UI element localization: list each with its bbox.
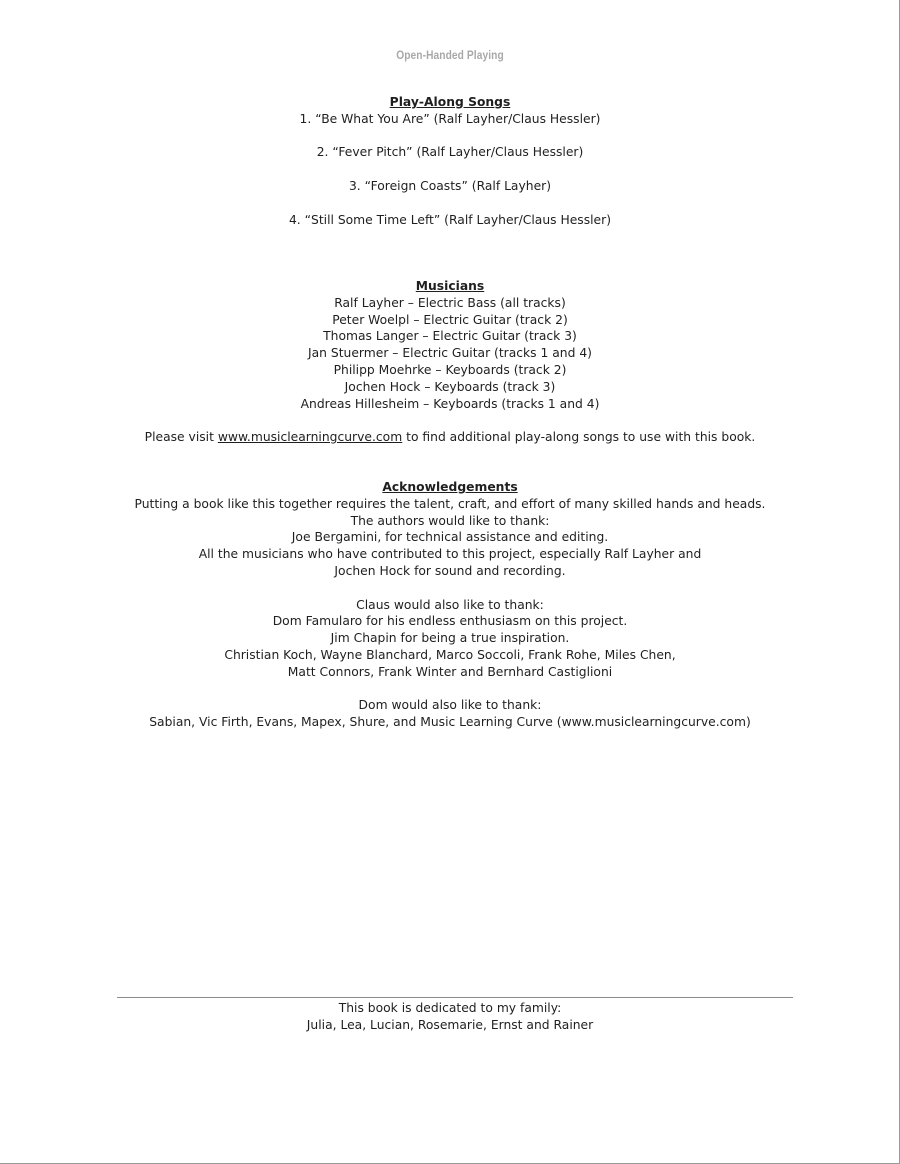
musician-item: Thomas Langer – Electric Guitar (track 3) (323, 328, 577, 344)
ack-line: The authors would like to thank: (350, 512, 550, 528)
ack-line: Putting a book like this together requires the talent, craft, and effort of many skilled hands and heads. (134, 495, 766, 511)
running-header: Open-Handed Playing (396, 48, 504, 62)
dedication-line: This book is dedicated to my family: (338, 1000, 562, 1015)
musician-item: Ralf Layher – Electric Bass (all tracks) (334, 294, 566, 310)
song-item: 2. “Fever Pitch” (Ralf Layher/Claus Hessler) (316, 144, 584, 160)
song-item: 3. “Foreign Coasts” (Ralf Layher) (348, 177, 552, 193)
musicians-heading: Musicians (415, 278, 485, 293)
ack-line: Joe Bergamini, for technical assistance and editing. (291, 529, 609, 545)
website-link[interactable]: www.musiclearningcurve.com (217, 429, 403, 445)
song-item: 4. “Still Some Time Left” (Ralf Layher/Claus Hessler) (288, 211, 612, 227)
dom-thanks-line: Dom would also like to thank: (358, 697, 542, 713)
dom-thanks-line: Sabian, Vic Firth, Evans, Mapex, Shure, and Music Learning Curve (www.musiclearningcurve.com) (149, 714, 751, 730)
visit-note (10, 429, 890, 446)
play-along-section (0, 94, 900, 228)
musicians-section (0, 278, 900, 446)
claus-thanks-line: Dom Famularo for his endless enthusiasm on this project. (272, 613, 628, 629)
visit-prefix: Please visit (144, 429, 218, 445)
ack-line: All the musicians who have contributed to this project, especially Ralf Layher and (198, 546, 702, 562)
dedication-section (0, 1000, 900, 1034)
claus-thanks-line: Jim Chapin for being a true inspiration. (330, 630, 570, 646)
musician-item: Jan Stuermer – Electric Guitar (tracks 1 and 4) (307, 345, 592, 361)
acknowledgements-section (0, 479, 900, 731)
musician-item: Jochen Hock – Keyboards (track 3) (344, 378, 556, 394)
play-along-heading: Play-Along Songs (389, 94, 511, 109)
dedication-line: Julia, Lea, Lucian, Rosemarie, Ernst and Rainer (306, 1016, 594, 1032)
musician-item: Philipp Moehrke – Keyboards (track 2) (333, 361, 567, 377)
acknowledgements-heading: Acknowledgements (382, 479, 518, 494)
claus-thanks-line: Claus would also like to thank: (356, 596, 544, 612)
visit-suffix: to find additional play-along songs to use with this book. (402, 429, 756, 445)
claus-thanks-line: Matt Connors, Frank Winter and Bernhard Castiglioni (287, 663, 613, 679)
claus-thanks-line: Christian Koch, Wayne Blanchard, Marco Soccoli, Frank Rohe, Miles Chen, (224, 646, 676, 662)
musician-item: Andreas Hillesheim – Keyboards (tracks 1 and 4) (300, 395, 600, 411)
dedication-divider (117, 997, 793, 998)
ack-line: Jochen Hock for sound and recording. (334, 562, 566, 578)
musician-item: Peter Woelpl – Electric Guitar (track 2) (332, 311, 568, 327)
song-item: 1. “Be What You Are” (Ralf Layher/Claus Hessler) (299, 110, 601, 126)
